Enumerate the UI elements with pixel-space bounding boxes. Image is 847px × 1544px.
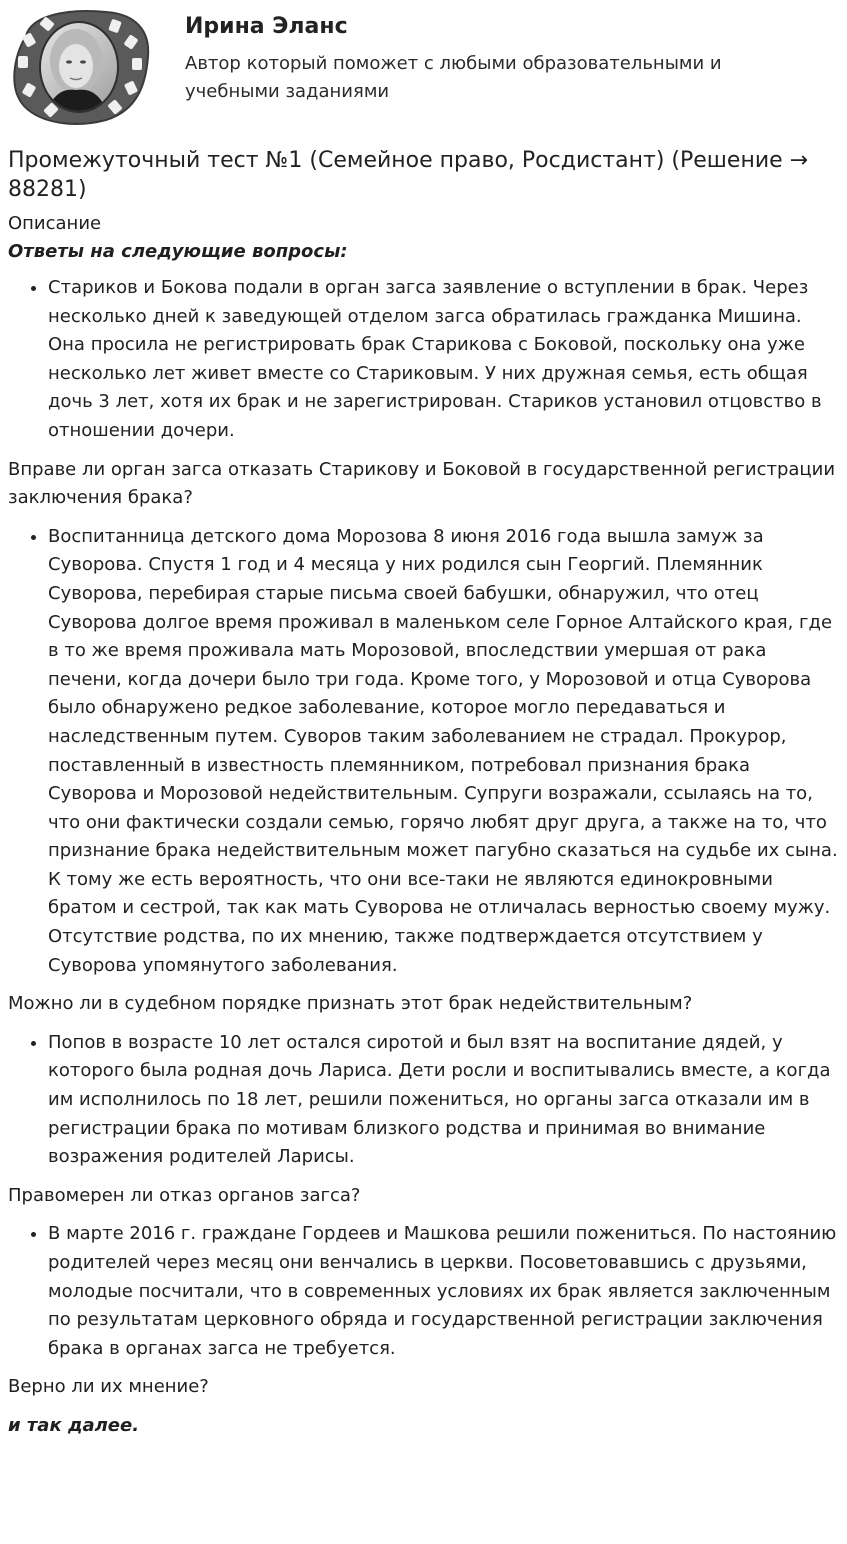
answers-heading: Ответы на следующие вопросы:	[8, 241, 348, 262]
closing-text: и так далее.	[8, 1414, 140, 1436]
film-frame-avatar-icon	[6, 6, 152, 128]
question-text: Правомерен ли отказ органов загса?	[8, 1184, 361, 1206]
case-list	[8, 1029, 840, 1172]
question-text: Верно ли их мнение?	[8, 1376, 209, 1398]
author-avatar	[6, 6, 152, 128]
case-text: • Воспитанница детского дома Морозова 8 июня 2016 года вышла замуж за Суворова. Спустя 1 год и 4 месяца у них родился сын Георгий. Племянник Суворова, перебирая старые письма своей бабушки, обнаружил, что отец Суворова долгое время проживал в маленьком селе Горное Алтайского края, где в то же время проживала мать Морозовой, впоследствии умершая от рака печени, когда дочери было три года. Кроме того, у Морозовой и отца Суворова было обнаружено редкое заболевание, которое могло передаваться и наследственным путем. Суворов таким заболеванием не страдал. Прокурор, поставленный в известность племянником, потребовал признания брака Суворова и Морозовой недействительным. Супруги возражали, ссылаясь на то, что они фактически создали семью, горячо любят друг друга, а также на то, что признание брака недействительным может пагубно сказаться на судьбе их сына. К тому же есть вероятность, что они все-таки не являются единокровными братом и сестрой, так как мать Суворова не отличалась верностью своему мужу. Отсутствие родства, по их мнению, также подтверждается отсутствием у Суворова упомянутого заболевания.	[48, 523, 840, 981]
question-text: Вправе ли орган загса отказать Старикову и Боковой в государственной регистрации заключения брака?	[8, 458, 836, 509]
case-text: • В марте 2016 г. граждане Гордеев и Машкова решили пожениться. По настоянию родителей через месяц они венчались в церкви. Посоветовавшись с друзьями, молодые посчитали, что в современных условиях их брак является заключенным по результатам церковного обряда и государственной регистрации заключения брака в органах загса не требуется.	[48, 1220, 840, 1363]
page-title: Промежуточный тест №1 (Семейное право, Росдистант) (Решение → 88281)	[8, 148, 809, 202]
author-header	[0, 0, 847, 130]
case-text: • Попов в возрасте 10 лет остался сиротой и был взят на воспитание дядей, у которого была родная дочь Лариса. Дети росли и воспитывались вместе, а когда им исполнилось по 18 лет, решили пожениться, но органы загса отказали им в регистрации брака по мотивам близкого родства и принимая во внимание возражения родителей Ларисы.	[48, 1029, 840, 1172]
question-text: Можно ли в судебном порядке признать этот брак недействительным?	[8, 993, 693, 1015]
description-label: Описание	[8, 213, 102, 234]
case-list	[8, 523, 840, 981]
case-list	[8, 1220, 840, 1363]
case-text: • Стариков и Бокова подали в орган загса заявление о вступлении в брак. Через несколько дней к заведующей отделом загса обратилась гражданка Мишина. Она просила не регистрировать брак Старикова с Боковой, поскольку она уже несколько лет живет вместе со Стариковым. У них дружная семья, есть общая дочь 3 лет, хотя их брак и не зарегистрирован. Стариков установил отцовство в отношении дочери.	[48, 274, 840, 446]
document-body	[8, 146, 840, 1440]
author-description: Автор который поможет с любыми образовательными и учебными заданиями	[185, 53, 722, 102]
author-name: Ирина Эланс	[185, 14, 348, 39]
case-list	[8, 274, 840, 446]
